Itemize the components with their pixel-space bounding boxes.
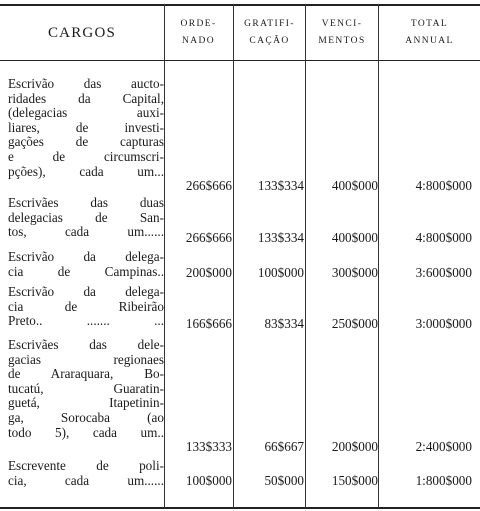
row-5-vencimentos: 200$000 xyxy=(331,439,378,454)
cargo-line: tucatú, Guaratin- xyxy=(8,381,164,396)
row-1-gratificacao: 133$334 xyxy=(257,178,304,193)
row-4-ordenado: 166$666 xyxy=(185,316,232,331)
row-1-total: 4:800$000 xyxy=(415,178,472,193)
header-ordenado: ORDE- NADO xyxy=(180,19,217,46)
cargo-line: guetá, Itapetinin- xyxy=(8,396,164,411)
row-4-cargo xyxy=(8,285,164,329)
cargo-line: Escrivães das dele- xyxy=(8,338,164,352)
bottom-rule xyxy=(0,507,480,509)
cargo-line: pções), cada um... xyxy=(8,164,164,179)
cargo-line: liares, de investi- xyxy=(8,120,164,135)
cargo-line: ga, Sorocaba (ao xyxy=(8,410,164,425)
header-rule xyxy=(0,60,480,61)
row-5-ordenado: 133$333 xyxy=(185,439,232,454)
column-divider-4 xyxy=(378,4,379,508)
row-3-ordenado: 200$000 xyxy=(185,265,232,280)
row-4-gratificacao: 83$334 xyxy=(264,316,304,331)
top-rule xyxy=(0,4,480,6)
cargo-line: tos, cada um...... xyxy=(8,225,164,240)
cargo-line: delegacias de San- xyxy=(8,210,164,225)
header-cargos: CARGOS xyxy=(47,24,117,41)
cargo-line: cia de Ribeirão xyxy=(8,299,164,314)
row-6-ordenado: 100$000 xyxy=(185,473,232,488)
row-2-ordenado: 266$666 xyxy=(185,230,232,245)
row-1-cargo xyxy=(8,77,164,179)
cargo-line: e de circumscri- xyxy=(8,149,164,164)
row-6-vencimentos: 150$000 xyxy=(331,473,378,488)
cargo-line: cia de Campinas.. xyxy=(8,264,164,279)
column-divider-2 xyxy=(233,4,234,508)
header-total-annual: TOTAL ANNUAL xyxy=(405,19,454,46)
cargo-line: de Araraquara, Bo- xyxy=(8,367,164,382)
cargo-line: Escrevente de poli- xyxy=(8,459,164,473)
cargo-line: (delegacias auxi- xyxy=(8,106,164,121)
row-4-vencimentos: 250$000 xyxy=(331,316,378,331)
row-2-total: 4:800$000 xyxy=(415,230,472,245)
row-2-gratificacao: 133$334 xyxy=(257,230,304,245)
row-3-cargo xyxy=(8,250,164,279)
row-2-vencimentos: 400$000 xyxy=(331,230,378,245)
row-1-ordenado: 266$666 xyxy=(185,178,232,193)
column-divider-3 xyxy=(305,4,306,508)
cargo-line: todo 5), cada um.. xyxy=(8,425,164,440)
row-6-total: 1:800$000 xyxy=(415,473,472,488)
row-2-cargo xyxy=(8,196,164,240)
cargo-line: Escrivão da delega- xyxy=(8,250,164,264)
row-5-gratificacao: 66$667 xyxy=(264,439,304,454)
header-vencimentos: VENCI- MENTOS xyxy=(318,19,366,46)
cargo-line: Escrivão da delega- xyxy=(8,285,164,299)
cargo-line: ridades da Capital, xyxy=(8,91,164,106)
row-5-total: 2:400$000 xyxy=(415,439,472,454)
row-6-cargo xyxy=(8,459,164,488)
cargo-line: cia, cada um...... xyxy=(8,473,164,488)
column-divider-1 xyxy=(164,4,165,508)
row-6-gratificacao: 50$000 xyxy=(264,473,304,488)
row-4-total: 3:000$000 xyxy=(415,316,472,331)
cargo-line: Escrivães das duas xyxy=(8,196,164,210)
row-3-vencimentos: 300$000 xyxy=(331,265,378,280)
row-1-vencimentos: 400$000 xyxy=(331,178,378,193)
row-5-cargo xyxy=(8,338,164,440)
row-3-gratificacao: 100$000 xyxy=(257,265,304,280)
cargo-line: gações de capturas xyxy=(8,135,164,150)
row-3-total: 3:600$000 xyxy=(415,265,472,280)
cargo-line: Escrivão das aucto- xyxy=(8,77,164,91)
header-gratificacao: GRATIFI- CAÇÃO xyxy=(244,19,295,46)
cargo-line: Preto.. ....... ... xyxy=(8,314,164,329)
cargo-line: gacias regionaes xyxy=(8,352,164,367)
